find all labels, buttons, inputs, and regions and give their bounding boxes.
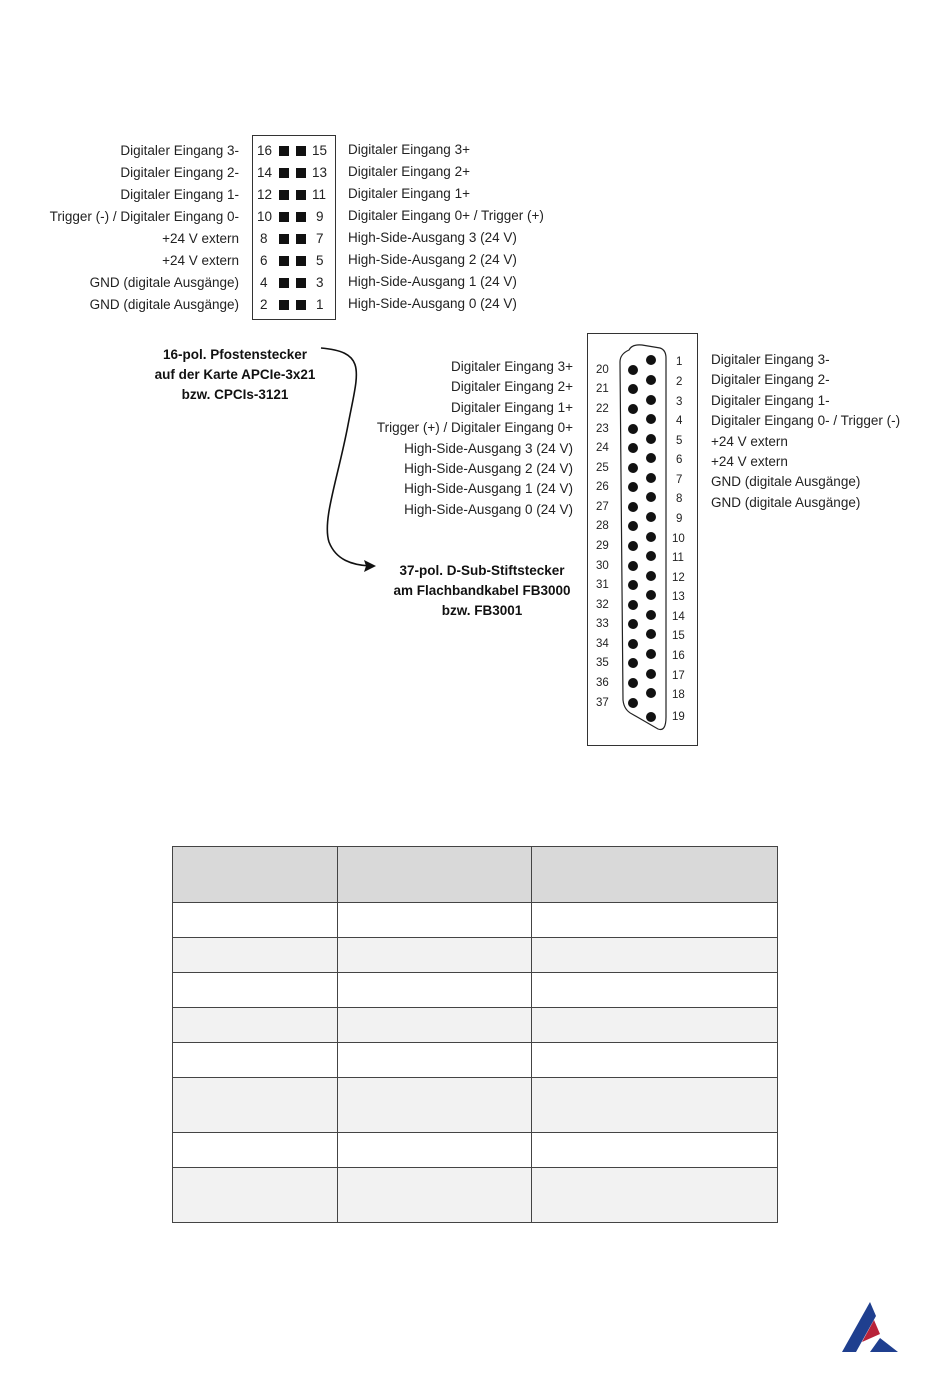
h16-left-label: Trigger (-) / Digitaler Eingang 0- — [49, 209, 239, 224]
d37-left-pin-number: 20 — [596, 364, 609, 376]
d37-pin — [628, 463, 638, 473]
d37-right-pin-number: 10 — [672, 533, 685, 545]
d37-pin — [628, 443, 638, 453]
table-cell — [337, 1168, 532, 1223]
table-row — [173, 938, 778, 973]
h16-left-pin-number: 6 — [260, 253, 268, 268]
d37-pin — [646, 590, 656, 600]
d37-pin — [628, 561, 638, 571]
h16-left-pin-number: 12 — [257, 187, 273, 202]
table-row — [173, 903, 778, 938]
table-row — [173, 1043, 778, 1078]
table-cell — [337, 1133, 532, 1168]
d37-pin — [628, 698, 638, 708]
table-cell — [532, 1043, 778, 1078]
h16-left-pin-number: 10 — [257, 209, 273, 224]
caption-16pin-line: bzw. CPCIs-3121 — [181, 387, 289, 402]
d37-pin — [628, 365, 638, 375]
h16-left-label: +24 V extern — [162, 253, 239, 268]
d37-pin — [628, 424, 638, 434]
h16-right-pin-number: 7 — [316, 231, 324, 246]
d37-right-label: GND (digitale Ausgänge) — [711, 495, 861, 510]
d37-left-label: Digitaler Eingang 3+ — [451, 359, 573, 374]
d37-left-pin-number: 32 — [596, 599, 609, 611]
d37-left-pin-number: 22 — [596, 403, 609, 415]
h16-right-label: Digitaler Eingang 2+ — [348, 164, 470, 179]
d37-pin — [628, 639, 638, 649]
h16-right-pin-number: 9 — [316, 209, 324, 224]
table-cell — [173, 903, 338, 938]
h16-left-pin-number: 14 — [257, 165, 273, 180]
d37-pin — [628, 404, 638, 414]
h16-right-pin-number: 3 — [316, 275, 324, 290]
h16-left-label: +24 V extern — [162, 231, 239, 246]
d37-right-pin-number: 3 — [676, 396, 683, 408]
caption-16pin-line: 16-pol. Pfostenstecker — [162, 347, 308, 362]
d37-left-pin-number: 34 — [596, 638, 609, 650]
table-cell — [173, 938, 338, 973]
d37-pin — [628, 678, 638, 688]
d37-left-pin-number: 30 — [596, 560, 609, 572]
d37-pin — [646, 512, 656, 522]
d37-left-label: Digitaler Eingang 2+ — [451, 379, 573, 394]
table-row — [173, 1008, 778, 1043]
table-cell — [532, 903, 778, 938]
d37-right-label: Digitaler Eingang 1- — [711, 393, 830, 408]
h16-right-label: High-Side-Ausgang 3 (24 V) — [348, 230, 517, 245]
d37-left-pin-number: 26 — [596, 481, 609, 493]
d37-right-pin-number: 5 — [676, 435, 683, 447]
d37-pin — [646, 629, 656, 639]
d37-left-pin-number: 33 — [596, 618, 609, 630]
table-cell — [173, 1043, 338, 1078]
d37-right-pin-number: 11 — [672, 552, 684, 564]
pin-assignment-table — [172, 846, 778, 1223]
d37-left-label: High-Side-Ausgang 0 (24 V) — [404, 502, 573, 517]
d37-left-label: High-Side-Ausgang 3 (24 V) — [404, 441, 573, 456]
h16-left-label: GND (digitale Ausgänge) — [89, 275, 239, 290]
table-row — [173, 1133, 778, 1168]
table-cell — [532, 1008, 778, 1043]
d37-pin — [628, 619, 638, 629]
d37-pin — [628, 658, 638, 668]
d37-pin — [646, 551, 656, 561]
table-cell — [532, 938, 778, 973]
d37-left-pin-number: 27 — [596, 501, 609, 513]
d37-pin — [646, 688, 656, 698]
dsub-shell-icon — [610, 340, 670, 740]
h16-left-pin-number: 4 — [260, 275, 268, 290]
caption-37pin-line: 37-pol. D-Sub-Stiftstecker — [399, 563, 565, 578]
h16-right-pin-number: 13 — [312, 165, 328, 180]
d37-right-label: +24 V extern — [711, 454, 788, 469]
d37-pin — [646, 532, 656, 542]
table-row — [173, 1168, 778, 1223]
table-cell — [173, 1133, 338, 1168]
table-cell — [173, 973, 338, 1008]
company-logo-icon — [838, 1298, 902, 1356]
d37-pin — [628, 580, 638, 590]
d37-right-pin-number: 12 — [672, 572, 685, 584]
h16-right-label: Digitaler Eingang 1+ — [348, 186, 470, 201]
d37-right-pin-number: 18 — [672, 689, 685, 701]
d37-pin — [628, 482, 638, 492]
table-row — [173, 1078, 778, 1133]
d37-left-label: High-Side-Ausgang 1 (24 V) — [404, 481, 573, 496]
table-cell — [337, 1008, 532, 1043]
d37-pin — [646, 355, 656, 365]
h16-right-pin-number: 5 — [316, 253, 324, 268]
table-cell — [337, 903, 532, 938]
table-row — [173, 973, 778, 1008]
d37-pin — [646, 414, 656, 424]
d37-right-label: Digitaler Eingang 2- — [711, 372, 830, 387]
h16-left-label: Digitaler Eingang 1- — [120, 187, 239, 202]
h16-right-pin-number: 15 — [312, 143, 328, 158]
d37-pin — [628, 521, 638, 531]
caption-16pin-line: auf der Karte APCIe-3x21 — [154, 367, 316, 382]
d37-right-pin-number: 8 — [676, 493, 683, 505]
caption-37pin-line: am Flachbandkabel FB3000 — [393, 583, 571, 598]
h16-right-pin-number: 1 — [316, 297, 324, 312]
caption-37pin-line: bzw. FB3001 — [441, 603, 523, 618]
d37-left-label: Digitaler Eingang 1+ — [451, 400, 573, 415]
d37-left-pin-number: 29 — [596, 540, 609, 552]
d37-left-pin-number: 21 — [596, 383, 609, 395]
d37-left-label: Trigger (+) / Digitaler Eingang 0+ — [376, 420, 573, 435]
table-cell — [337, 938, 532, 973]
d37-left-label: High-Side-Ausgang 2 (24 V) — [404, 461, 573, 476]
table-header-cell — [337, 847, 532, 903]
d37-pin — [646, 395, 656, 405]
d37-right-pin-number: 9 — [676, 513, 683, 525]
d37-right-label: +24 V extern — [711, 434, 788, 449]
h16-left-pin-number: 2 — [260, 297, 268, 312]
d37-pin — [628, 541, 638, 551]
table-cell — [173, 1078, 338, 1133]
d37-right-pin-number: 16 — [672, 650, 685, 662]
table-cell — [532, 1078, 778, 1133]
d37-right-pin-number: 6 — [676, 454, 683, 466]
d37-pin — [628, 502, 638, 512]
table-cell — [337, 973, 532, 1008]
d37-left-pin-number: 28 — [596, 520, 609, 532]
d37-pin — [646, 375, 656, 385]
table-header-row — [173, 847, 778, 903]
d37-left-pin-number: 23 — [596, 423, 609, 435]
d37-left-pin-number: 35 — [596, 657, 609, 669]
d37-pin — [646, 610, 656, 620]
h16-right-label: High-Side-Ausgang 1 (24 V) — [348, 274, 517, 289]
h16-right-label: Digitaler Eingang 3+ — [348, 142, 470, 157]
d37-pin — [646, 473, 656, 483]
h16-left-label: Digitaler Eingang 3- — [120, 143, 239, 158]
d37-right-pin-number: 19 — [672, 711, 685, 723]
table-cell — [173, 1008, 338, 1043]
table-cell — [173, 1168, 338, 1223]
d37-pin — [646, 492, 656, 502]
table-cell — [337, 1078, 532, 1133]
d37-pin — [628, 384, 638, 394]
d37-right-pin-number: 2 — [676, 376, 683, 388]
table-header-cell — [532, 847, 778, 903]
d37-right-pin-number: 1 — [676, 356, 683, 368]
d37-right-pin-number: 7 — [676, 474, 683, 486]
d37-pin — [628, 600, 638, 610]
table-cell — [532, 1133, 778, 1168]
d37-right-label: Digitaler Eingang 3- — [711, 352, 830, 367]
d37-right-pin-number: 13 — [672, 591, 685, 603]
d37-left-pin-number: 25 — [596, 462, 609, 474]
d37-left-pin-number: 36 — [596, 677, 609, 689]
d37-right-pin-number: 4 — [676, 415, 683, 427]
h16-right-pin-number: 11 — [312, 187, 327, 202]
table-header-cell — [173, 847, 338, 903]
h16-right-label: High-Side-Ausgang 2 (24 V) — [348, 252, 517, 267]
d37-pin — [646, 669, 656, 679]
h16-left-label: GND (digitale Ausgänge) — [89, 297, 239, 312]
d37-right-label: GND (digitale Ausgänge) — [711, 474, 861, 489]
d37-pin — [646, 649, 656, 659]
d37-right-label: Digitaler Eingang 0- / Trigger (-) — [711, 413, 901, 428]
h16-left-pin-number: 16 — [257, 143, 273, 158]
d37-left-pin-number: 24 — [596, 442, 609, 454]
d37-left-pin-number: 37 — [596, 697, 609, 709]
d37-pin — [646, 434, 656, 444]
table-cell — [532, 1168, 778, 1223]
d37-left-pin-number: 31 — [596, 579, 609, 591]
h16-right-label: High-Side-Ausgang 0 (24 V) — [348, 296, 517, 311]
d37-right-pin-number: 15 — [672, 630, 685, 642]
d37-pin — [646, 453, 656, 463]
d37-pin — [646, 571, 656, 581]
h16-left-pin-number: 8 — [260, 231, 268, 246]
d37-right-pin-number: 14 — [672, 611, 685, 623]
table-cell — [532, 973, 778, 1008]
table-cell — [337, 1043, 532, 1078]
d37-right-pin-number: 17 — [672, 670, 685, 682]
h16-left-label: Digitaler Eingang 2- — [120, 165, 239, 180]
h16-right-label: Digitaler Eingang 0+ / Trigger (+) — [348, 208, 544, 223]
d37-pin — [646, 712, 656, 722]
